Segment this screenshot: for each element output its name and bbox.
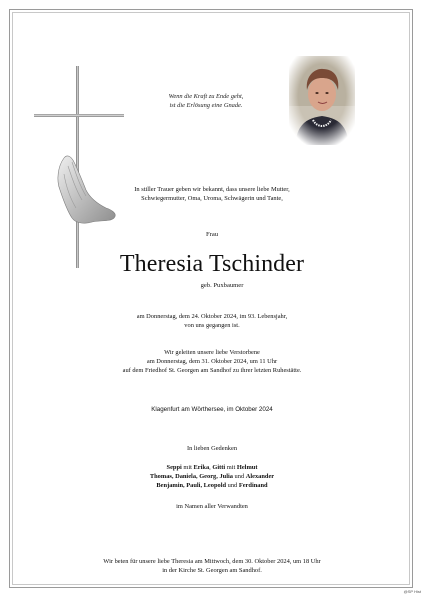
place-and-date: Klagenfurt am Wörthersee, im Oktober 2024 — [151, 406, 273, 413]
cross-with-praying-hands-icon — [28, 62, 128, 272]
intro-text — [0, 185, 424, 203]
maiden-name: geb. Puxbaumer — [200, 282, 244, 289]
mourners-closing: im Namen aller Verwandten — [176, 503, 248, 510]
mourner-name: Benjamin, Pauli, Leopold — [156, 482, 227, 489]
funeral-line: auf dem Friedhof St. Georgen am Sandhof zu ihrer letzten Ruhestätte. — [122, 367, 302, 374]
mourners-list — [0, 463, 424, 490]
mourners-row — [0, 463, 424, 472]
mourner-name: Thomas, Daniela, Georg, Julia — [149, 473, 233, 480]
intro-line: In stiller Trauer geben wir bekannt, dass unsere liebe Mutter, — [134, 186, 290, 193]
mourner-connector: mit — [225, 464, 237, 471]
prayer-line: in der Kirche St. Georgen am Sandhof. — [162, 567, 262, 574]
funeral-line: am Donnerstag, dem 31. Oktober 2024, um 11 Uhr — [146, 358, 278, 365]
mourners-row — [0, 472, 424, 481]
prayer-notice — [0, 557, 424, 575]
mourner-name: Gitti — [212, 464, 226, 471]
mourner-name: Ferdinand — [238, 482, 268, 489]
salutation: Frau — [205, 231, 219, 238]
funeral-details — [0, 348, 424, 375]
mourner-connector: , — [209, 464, 213, 471]
mourner-connector: und — [226, 482, 239, 489]
deceased-name: Theresia Tschinder — [119, 251, 305, 277]
death-notice-line: von uns gegangen ist. — [184, 322, 240, 329]
mourner-connector: und — [232, 473, 246, 480]
mourner-name: Alexander — [245, 473, 275, 480]
quote-line: ist die Erlösung eine Gnade. — [169, 102, 243, 110]
mourner-connector: mit — [181, 464, 194, 471]
quote-line: Wenn die Kraft zu Ende geht, — [168, 93, 244, 100]
death-notice-line: am Donnerstag, dem 24. Oktober 2024, im 93. Lebensjahr, — [136, 313, 288, 320]
mourner-name: Helmut — [236, 464, 258, 471]
epigraph-quote — [150, 92, 262, 110]
mourners-row — [0, 481, 424, 490]
prayer-line: Wir beten für unsere liebe Theresia am Mittwoch, dem 30. Oktober 2024, um 18 Uhr — [103, 558, 321, 565]
mourner-name: Erika — [193, 464, 210, 471]
death-notice — [0, 312, 424, 330]
credit-mark: @SP Hist — [403, 589, 421, 594]
portrait-photo — [289, 56, 355, 145]
mourner-name: Seppi — [166, 464, 182, 471]
funeral-line: Wir geleiten unsere liebe Verstorbene — [164, 349, 260, 356]
intro-line: Schwiegermutter, Oma, Uroma, Schwägerin und Tante, — [141, 195, 283, 202]
mourners-heading: In lieben Gedenken — [186, 445, 238, 452]
